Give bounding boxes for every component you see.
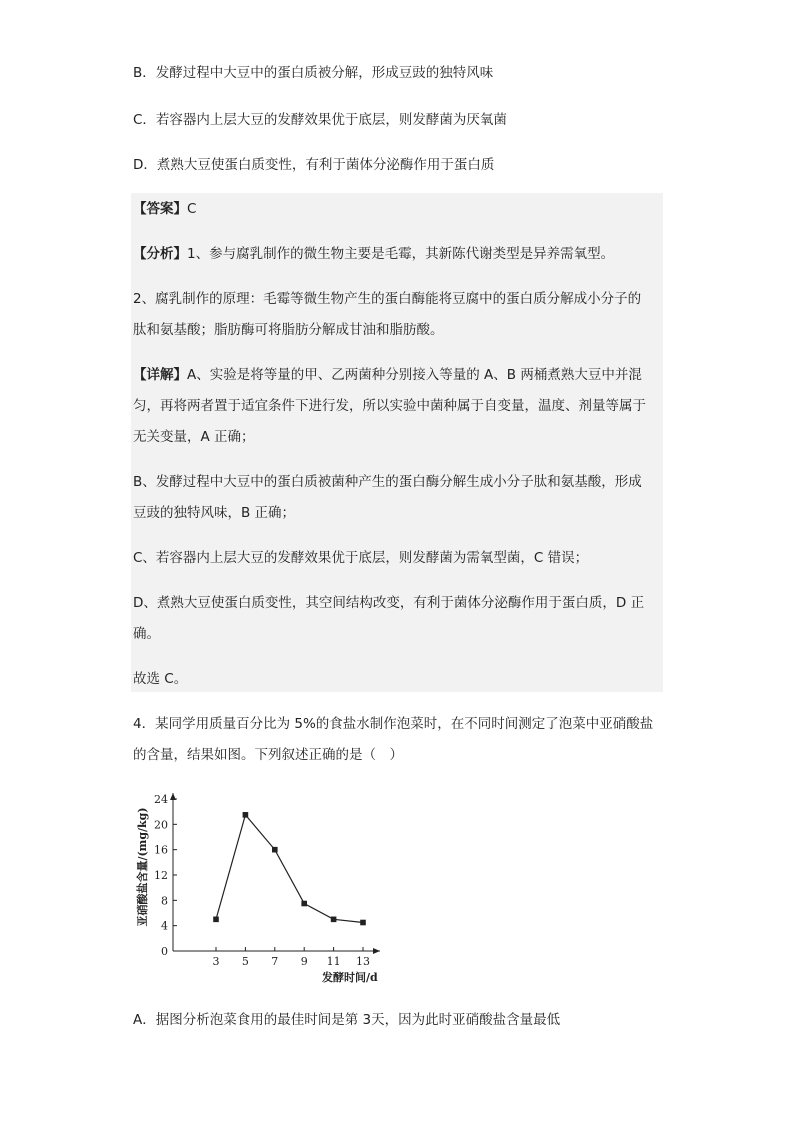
detail-line-c1: C、若容器内上层大豆的发酵效果优于底层，则发酵菌为需氧型菌，C 错误；	[133, 550, 589, 566]
x-tick-label: 7	[271, 955, 279, 968]
x-axis-arrow	[373, 948, 380, 954]
option-d: D．煮熟大豆使蛋白质变性，有利于菌体分泌酶作用于蛋白质	[133, 157, 495, 173]
x-tick-label: 11	[326, 955, 341, 968]
conclusion-line: 故选 C。	[133, 671, 188, 687]
detail-line-a1	[133, 365, 642, 385]
x-tick-label: 3	[212, 955, 220, 968]
analysis-line-2: 2、腐乳制作的原理：毛霉等微生物产生的蛋白酶能将豆腐中的蛋白质分解成小分子的	[133, 291, 642, 307]
y-axis-label: 亚硝酸盐含量/(mg/kg)	[136, 807, 149, 927]
analysis-line-3: 肽和氨基酸；脂肪酶可将脂肪分解成甘油和脂肪酸。	[133, 322, 444, 338]
detail-line-b1: B、发酵过程中大豆中的蛋白质被菌种产生的蛋白酶分解生成小分子肽和氨基酸，形成	[133, 474, 642, 490]
y-tick-label: 4	[161, 919, 168, 933]
option-c: C．若容器内上层大豆的发酵效果优于底层，则发酵菌为厌氧菌	[133, 112, 507, 128]
question4-line-2: 的含量，结果如图。下列叙述正确的是（ ）	[133, 747, 403, 763]
analysis-text-1: 1、参与腐乳制作的微生物主要是毛霉，其新陈代谢类型是异养需氧型。	[187, 246, 615, 262]
question4-line-1: 4．某同学用质量百分比为 5%的食盐水制作泡菜时，在不同时间测定了泡菜中亚硝酸盐	[133, 716, 654, 732]
analysis-label: 【分析】	[133, 246, 187, 262]
data-point	[213, 917, 219, 923]
y-tick-label: 24	[154, 793, 168, 806]
detail-line-a3: 无关变量，A 正确；	[133, 429, 255, 445]
y-tick-label: 0	[161, 945, 168, 958]
data-point	[301, 901, 307, 907]
answer-value: C	[187, 201, 197, 217]
detail-line-a2: 匀，再将两者置于适宜条件下进行发，所以实验中菌种属于自变量，温度、剂量等属于	[133, 398, 646, 414]
detail-text-a1: A、实验是将等量的甲、乙两菌种分别接入等量的 A、B 两桶煮熟大豆中并混	[187, 367, 642, 383]
data-point	[360, 920, 366, 926]
answer-line	[133, 199, 196, 219]
detail-line-d2: 确。	[133, 626, 160, 642]
data-series	[213, 812, 366, 925]
question4-option-a: A．据图分析泡菜食用的最佳时间是第 3天，因为此时亚硝酸盐含量最低	[133, 1012, 561, 1028]
data-point	[331, 917, 337, 923]
detail-line-b2: 豆豉的独特风味，B 正确；	[133, 505, 296, 521]
y-ticks	[154, 793, 177, 958]
option-b: B．发酵过程中大豆中的蛋白质被分解，形成豆豉的独特风味	[133, 65, 494, 81]
x-ticks	[213, 947, 371, 968]
y-tick-label: 20	[154, 818, 168, 832]
y-tick-label: 8	[161, 894, 168, 908]
data-point	[243, 812, 249, 818]
chart-axes	[170, 793, 380, 954]
detail-label: 【详解】	[133, 367, 187, 383]
x-tick-label: 9	[300, 955, 308, 968]
x-axis-label: 发酵时间/d	[322, 971, 378, 984]
analysis-line-1	[133, 244, 614, 264]
x-tick-label: 5	[241, 955, 249, 968]
y-tick-label: 16	[154, 843, 168, 857]
series-line	[216, 815, 363, 923]
y-tick-label: 12	[154, 869, 168, 882]
x-tick-label: 13	[356, 955, 370, 968]
explanation-block	[131, 193, 663, 692]
answer-label: 【答案】	[133, 201, 187, 217]
detail-line-d1: D、煮熟大豆使蛋白质变性，其空间结构改变，有利于菌体分泌酶作用于蛋白质，D 正	[133, 595, 645, 611]
data-point	[272, 847, 278, 853]
nitrite-chart	[130, 785, 400, 985]
